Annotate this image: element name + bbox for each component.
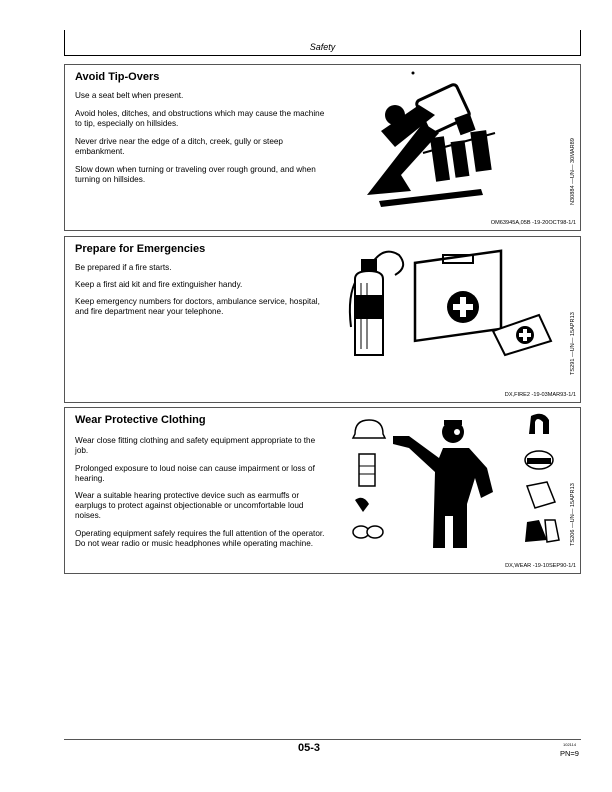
paragraph: Slow down when turning or traveling over rough ground, and when turning on hillsides. <box>75 165 316 184</box>
section-title: Wear Protective Clothing <box>75 414 206 426</box>
paragraph: Wear a suitable hearing protective device such as earmuffs or earplugs to protect against objectionable or uncomfortable loud noises. <box>75 491 304 520</box>
section-avoid-tip-overs <box>64 64 581 231</box>
section-wear-protective-clothing <box>64 407 581 574</box>
paragraph: Wear close fitting clothing and safety equipment appropriate to the job. <box>75 436 316 455</box>
footer-small-code: 102114 <box>563 742 577 747</box>
page-number: 05-3 <box>298 742 321 754</box>
image-code: TS206 —UN— 15APR13 <box>570 483 576 546</box>
image-code: N30884 —UN— 30MAR89 <box>570 138 576 205</box>
protective-clothing-illustration <box>349 412 571 548</box>
footer-divider <box>64 739 581 740</box>
paragraph: Be prepared if a fire starts. <box>75 263 172 272</box>
page-header <box>64 30 581 56</box>
image-code: TS291 —UN— 15APR13 <box>570 312 576 375</box>
fire-extinguisher-and-first-aid-kit-illustration <box>343 245 571 365</box>
paragraph: Keep emergency numbers for doctors, ambulance service, hospital, and fire department near your telephone. <box>75 297 320 316</box>
paragraph: Avoid holes, ditches, and obstructions which may cause the machine to tip, especially on hillsides. <box>75 109 325 128</box>
reference-code: DX,FIRE2 -19-03MAR93-1/1 <box>504 392 576 398</box>
paragraph: Use a seat belt when present. <box>75 91 184 100</box>
pn-label: PN=9 <box>560 749 579 758</box>
paragraph: Prolonged exposure to loud noise can cause impairment or loss of hearing. <box>75 464 315 483</box>
section-title: Prepare for Emergencies <box>75 243 206 255</box>
paragraph: Keep a first aid kit and fire extinguisher handy. <box>75 280 243 289</box>
section-title: Avoid Tip-Overs <box>75 71 160 83</box>
reference-code: OM63945A,05B -19-20OCT98-1/1 <box>490 220 576 226</box>
paragraph: Never drive near the edge of a ditch, creek, gully or steep embankment. <box>75 137 283 156</box>
paragraph: Operating equipment safely requires the full attention of the operator. Do not wear radio or music headphones while operating machine. <box>75 529 325 548</box>
section-prepare-for-emergencies <box>64 236 581 403</box>
tip-over-warning-illustration <box>361 71 571 211</box>
page-header-title: Safety <box>309 42 336 52</box>
reference-code: DX,WEAR -19-10SEP90-1/1 <box>505 563 576 569</box>
